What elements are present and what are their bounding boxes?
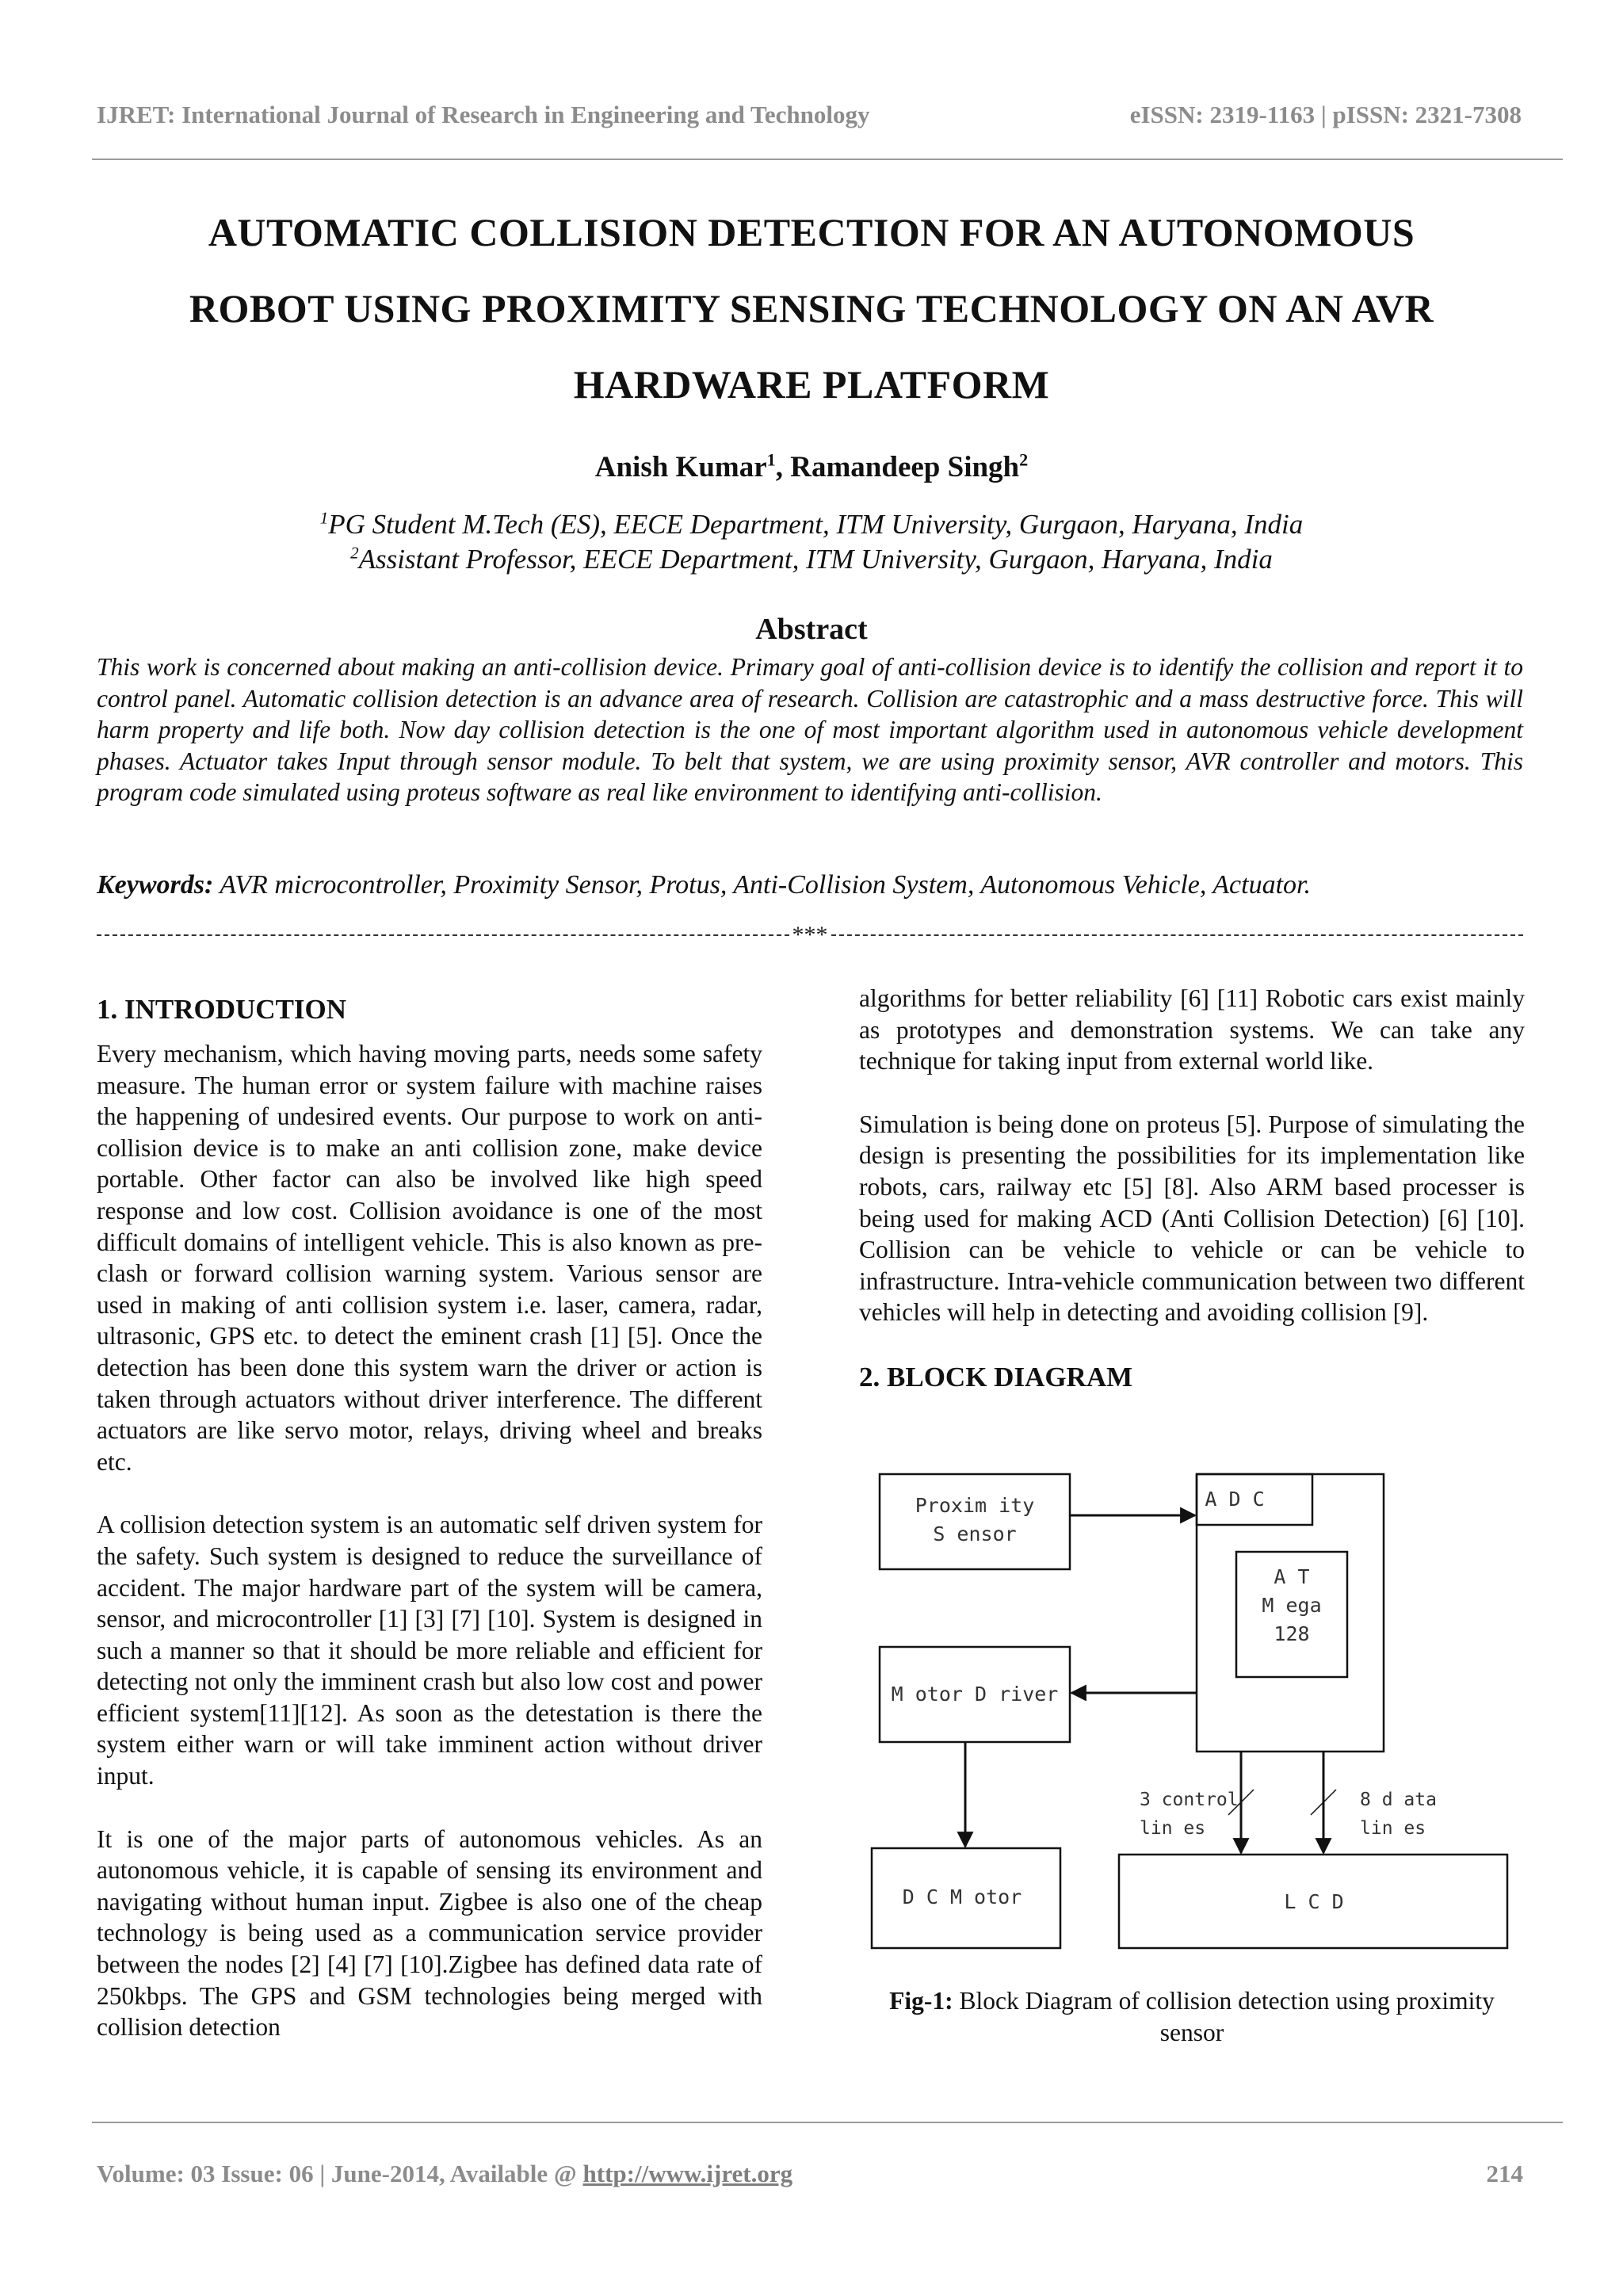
issn-info: eISSN: 2319-1163 | pISSN: 2321-7308 xyxy=(1129,101,1522,128)
affiliation-text: Assistant Professor, EECE Department, ITM University, Gurgaon, Haryana, India xyxy=(358,544,1273,575)
page-number: 214 xyxy=(1486,2160,1523,2187)
motor-driver-label: M otor D river xyxy=(891,1683,1059,1706)
abstract-heading: Abstract xyxy=(755,613,868,646)
paper-title xyxy=(111,194,1512,422)
author-name: Ramandeep Singh xyxy=(790,451,1020,483)
lcd-label: L C D xyxy=(1284,1890,1344,1913)
journal-link[interactable]: http://www.ijret.org xyxy=(582,2160,793,2187)
data-lines-label: 8 d ata xyxy=(1360,1790,1437,1810)
divider-dash xyxy=(97,934,789,936)
author-sup: 1 xyxy=(766,449,776,470)
affiliation-text: PG Student M.Tech (ES), EECE Department, ITM University, Gurgaon, Haryana, India xyxy=(328,509,1304,540)
paragraph: It is one of the major parts of autonomous vehicles. As an autonomous vehicle, it is capable of sensing its environment and navigating without human input. Zigbee is also one of the cheap technology is being used as a communication service provider between the nodes [2] [4] [7] [10].Zigbee has defined data rate of 250kbps. The GPS and GSM technologies being merged with collision detection xyxy=(97,1824,762,2042)
atmega-label: A T xyxy=(1274,1565,1310,1588)
control-lines-label: lin es xyxy=(1140,1818,1206,1839)
section-heading-introduction: 1. INTRODUCTION xyxy=(97,994,347,1025)
proximity-sensor-label: S ensor xyxy=(933,1522,1017,1545)
affiliations xyxy=(97,507,1526,577)
title-line: ROBOT USING PROXIMITY SENSING TECHNOLOGY ON AN AVR xyxy=(189,286,1434,330)
author-sup: 2 xyxy=(1019,449,1029,470)
divider-mark: *** xyxy=(792,922,828,948)
title-line: HARDWARE PLATFORM xyxy=(573,362,1050,407)
affiliation-line xyxy=(97,542,1526,577)
adc-label: A D C xyxy=(1205,1488,1265,1511)
keywords-text: AVR microcontroller, Proximity Sensor, Protus, Anti-Collision System, Autonomous Vehicle, Actuator. xyxy=(213,870,1311,900)
author-separator: , xyxy=(775,451,791,483)
footer-info xyxy=(97,2160,792,2188)
paragraph: Every mechanism, which having moving parts, needs some safety measure. The human error or system failure with machine raises the happening of undesired events. Our purpose to work on anti-collision device is to make an anti collision zone, make device portable. Other factor can also be involved like high speed response and low cost. Collision avoidance is one of the most difficult domains of intelligent vehicle. This is also known as pre-clash or forward collision warning system. Various sensor are used in making of anti collision system i.e. laser, camera, radar, ultrasonic, GPS etc. to detect the eminent crash [1] [5]. Once the detection has been done this system warn the driver or action is taken through actuators without driver interference. The different actuators are like servo motor, relays, driving wheel and breaks etc. xyxy=(97,1040,762,1476)
header-rule xyxy=(92,159,1563,160)
figure-caption xyxy=(859,1985,1525,2049)
keywords xyxy=(97,870,1523,900)
affiliation-sup: 2 xyxy=(350,543,359,563)
left-column xyxy=(97,983,762,2075)
dc-motor-label: D C M otor xyxy=(902,1885,1022,1908)
paragraph: algorithms for better reliability [6] [11] Robotic cars exist mainly as prototypes and demonstration systems. We can take any technique for taking input from external world like. xyxy=(859,984,1525,1075)
section-divider xyxy=(97,919,1523,951)
paragraph: A collision detection system is an automatic self driven system for the safety. Such system is designed to reduce the surveillance of accident. The major hardware part of the system will be camera, sensor, and microcontroller [1] [3] [7] [10]. System is designed in such a manner so that it should be more reliable and efficient for detecting not only the imminent crash but also low cost and power efficient system[11][12]. As soon as the detestation is there the system either warn or will take imminent action without driver input. xyxy=(97,1511,762,1790)
atmega-label: 128 xyxy=(1274,1622,1310,1645)
affiliation-line xyxy=(97,507,1526,542)
data-lines-label: lin es xyxy=(1360,1818,1426,1839)
block-diagram xyxy=(864,1466,1529,1966)
divider-dash xyxy=(831,934,1524,936)
caption-text: Block Diagram of collision detection using proximity sensor xyxy=(953,1987,1495,2046)
atmega-label: M ega xyxy=(1262,1594,1322,1617)
caption-label: Fig-1: xyxy=(889,1987,953,2015)
proximity-sensor-label: Proxim ity xyxy=(915,1494,1035,1517)
running-header xyxy=(97,97,1522,133)
abstract-text: This work is concerned about making an anti-collision device. Primary goal of anti-collision device is to identify the collision and report it to control panel. Automatic collision detection is an advance area of research. Collision are catastrophic and a mass destructive force. This will harm property and life both. Now day collision detection is the one of most important algorithm used in autonomous vehicle development phases. Actuator takes Input through sensor module. To belt that system, we are using proximity sensor, AVR controller and motors. This program code simulated using proteus software as real like environment to identifying anti-collision. xyxy=(97,653,1523,806)
title-line: AUTOMATIC COLLISION DETECTION FOR AN AUTONOMOUS xyxy=(208,210,1415,254)
footer-volume: Volume: 03 Issue: 06 | June-2014, Available @ xyxy=(97,2160,583,2187)
keywords-label: Keywords: xyxy=(97,870,214,900)
journal-name: IJRET: International Journal of Research in Engineering and Technology xyxy=(97,101,870,128)
author-list xyxy=(97,450,1526,484)
right-column xyxy=(859,983,1525,1406)
running-footer xyxy=(97,2156,1523,2192)
affiliation-sup: 1 xyxy=(319,508,329,528)
paragraph: Simulation is being done on proteus [5]. Purpose of simulating the design is presenting the possibilities for its implementation like robots, cars, railway etc [5] [8]. Also ARM based processer is being used for making ACD (Anti Collision Detection) [6] [10]. Collision can be vehicle to vehicle or can be vehicle to infrastructure. Intra-vehicle communication between two different vehicles will help in detecting and avoiding collision [9]. xyxy=(859,1110,1525,1327)
section-heading-block-diagram: 2. BLOCK DIAGRAM xyxy=(859,1361,1133,1392)
control-lines-label: 3 control xyxy=(1140,1790,1239,1810)
footer-rule xyxy=(92,2122,1563,2123)
proximity-sensor-block xyxy=(880,1474,1070,1569)
author-name: Anish Kumar xyxy=(594,451,767,483)
